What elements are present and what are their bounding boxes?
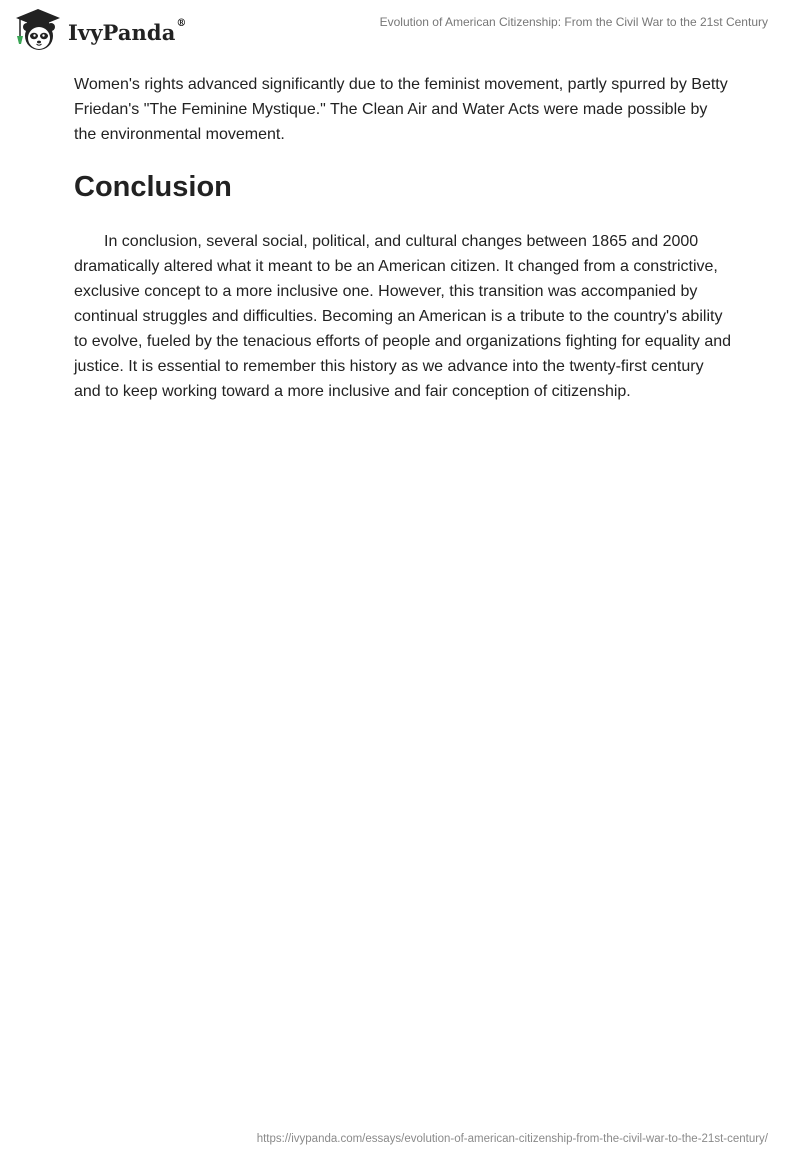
section-heading-conclusion: Conclusion [74,171,232,203]
body-paragraph-conclusion: In conclusion, several social, political, and cultural changes between 1865 and 2000 dramatically altered what it meant to be an American citizen. It changed from a constrictive, exclusive concept to a more inclusive one. However, this transition was accompanied by continual struggles and difficulties. Becoming an American is a tribute to the country's ability to evolve, fueled by the tenacious efforts of people and organizations fighting for equality and justice. It is essential to remember this history as we advance into the twenty-first century and to keep working toward a more inclusive and fair conception of citizenship. [74,233,732,400]
brand-name: IvyPanda® [68,17,187,45]
panda-graduate-icon [14,8,62,52]
source-url[interactable]: https://ivypanda.com/essays/evolution-of-american-citizenship-from-the-civil-war-to-the-21st-century/ [256,1133,768,1145]
essay-content [74,72,734,404]
ivypanda-logo[interactable] [14,8,187,52]
registered-mark: ® [176,17,187,29]
page-header [0,0,800,60]
body-paragraph-intro: Women's rights advanced significantly due to the feminist movement, partly spurred by Betty Friedan's "The Feminine Mystique." The Clean Air and Water Acts were made possible by the environmental movement. [74,76,728,143]
document-title: Evolution of American Citizenship: From the Civil War to the 21st Century [379,15,768,29]
